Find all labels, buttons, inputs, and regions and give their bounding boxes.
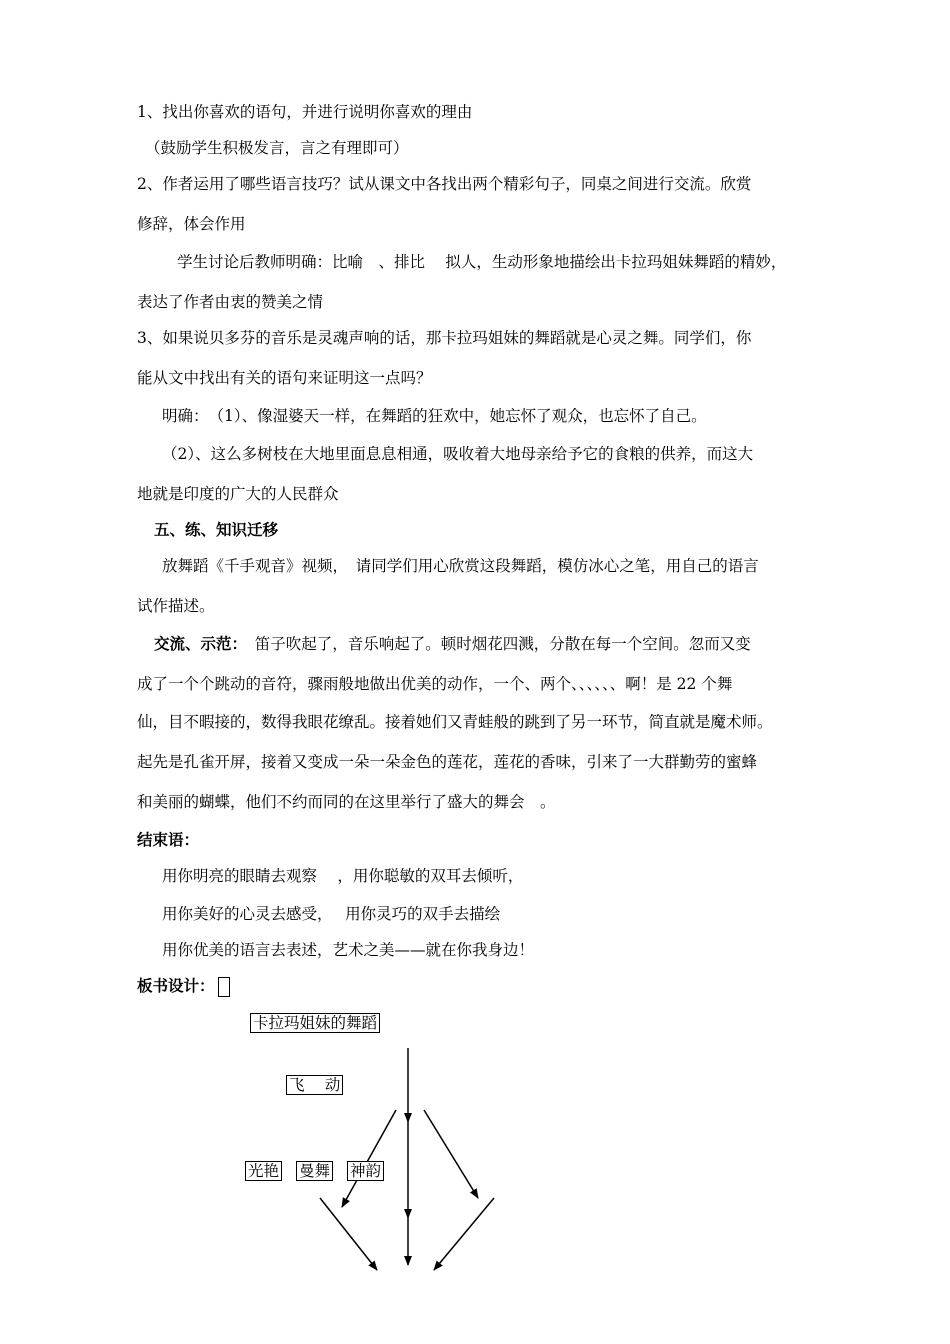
section-heading-closing: 结束语： bbox=[137, 831, 200, 849]
paragraph-line-6: 表达了作者由衷的赞美之情 bbox=[137, 293, 324, 311]
paragraph-line-17: 仙，目不暇接的，数得我眼花缭乱。接着她们又青蛙般的跳到了另一环节，简直就是魔术师。 bbox=[137, 713, 773, 731]
paragraph-line-3: 2、作者运用了哪些语言技巧？试从课文中各找出两个精彩句子，同桌之间进行交流。欣赏 bbox=[137, 175, 752, 193]
section-heading-practice: 五、练、知识迁移 bbox=[154, 521, 279, 539]
left-arrow-lower bbox=[320, 1198, 377, 1270]
paragraph-line-1: 1、找出你喜欢的语句，并进行说明你喜欢的理由 bbox=[137, 103, 473, 121]
paragraph-line-22: 用你美好的心灵去感受， 用你灵巧的双手去描绘 bbox=[162, 905, 501, 923]
paragraph-line-2: （鼓励学生积极发言，言之有理即可） bbox=[145, 139, 409, 157]
diagram-guangyan-box: 光艳 bbox=[245, 1161, 282, 1181]
diagram-feidong-box: 飞 动 bbox=[286, 1075, 343, 1095]
paragraph-line-14: 试作描述。 bbox=[137, 597, 215, 615]
section-heading-board: 板书设计： bbox=[137, 977, 215, 995]
diagram-manwu-box: 曼舞 bbox=[296, 1161, 333, 1181]
diagram-shenyun-box: 神韵 bbox=[347, 1161, 384, 1181]
paragraph-line-10: （2）、这么多树枝在大地里面息息相通，吸收着大地母亲给予它的食粮的供养，而这大 bbox=[162, 445, 754, 463]
left-arrow-upper bbox=[342, 1110, 396, 1207]
paragraph-line-5: 学生讨论后教师明确：比喻 、排比 拟人，生动形象地描绘出卡拉玛姐妹舞蹈的精妙， bbox=[177, 253, 787, 271]
paragraph-line-13: 放舞蹈《千手观音》视频， 请同学们用心欣赏这段舞蹈，模仿冰心之笔，用自己的语言 bbox=[162, 557, 759, 575]
paragraph-line-18: 起先是孔雀开屏，接着又变成一朵一朵金色的莲花，莲花的香味，引来了一大群勤劳的蜜蜂 bbox=[137, 753, 758, 771]
diagram-title-box: 卡拉玛姐妹的舞蹈 bbox=[250, 1013, 380, 1033]
paragraph-line-7: 3、如果说贝多芬的音乐是灵魂声响的话，那卡拉玛姐妹的舞蹈就是心灵之舞。同学们，你 bbox=[137, 329, 752, 347]
paragraph-line-16: 成了一个个跳动的音符，骤雨般地做出优美的动作，一个、两个、、、、、、啊！是 22 个舞 bbox=[137, 675, 733, 693]
paragraph-line-23: 用你优美的语言去表述，艺术之美——就在你我身边！ bbox=[162, 941, 535, 959]
paragraph-line-19: 和美丽的蝴蝶，他们不约而同的在这里举行了盛大的舞会 。 bbox=[137, 793, 556, 811]
paragraph-line-11: 地就是印度的广大的人民群众 bbox=[137, 485, 339, 503]
paragraph-line-8: 能从文中找出有关的语句来证明这一点吗？ bbox=[137, 369, 432, 387]
paragraph-line-21: 用你明亮的眼睛去观察 ，用你聪敏的双耳去倾听， bbox=[162, 867, 524, 885]
right-arrow-lower bbox=[434, 1198, 494, 1270]
demo-text: 笛子吹起了，音乐响起了。顿时烟花四溅，分散在每一个空间。忽而又变 bbox=[239, 635, 751, 653]
paragraph-line-4: 修辞，体会作用 bbox=[137, 215, 246, 233]
paragraph-line-9: 明确： （1）、像湿婆天一样，在舞蹈的狂欢中，她忘怀了观众，也忘怀了自己。 bbox=[162, 407, 707, 425]
demo-label: 交流、示范： bbox=[154, 635, 240, 653]
right-arrow-upper bbox=[424, 1110, 478, 1198]
